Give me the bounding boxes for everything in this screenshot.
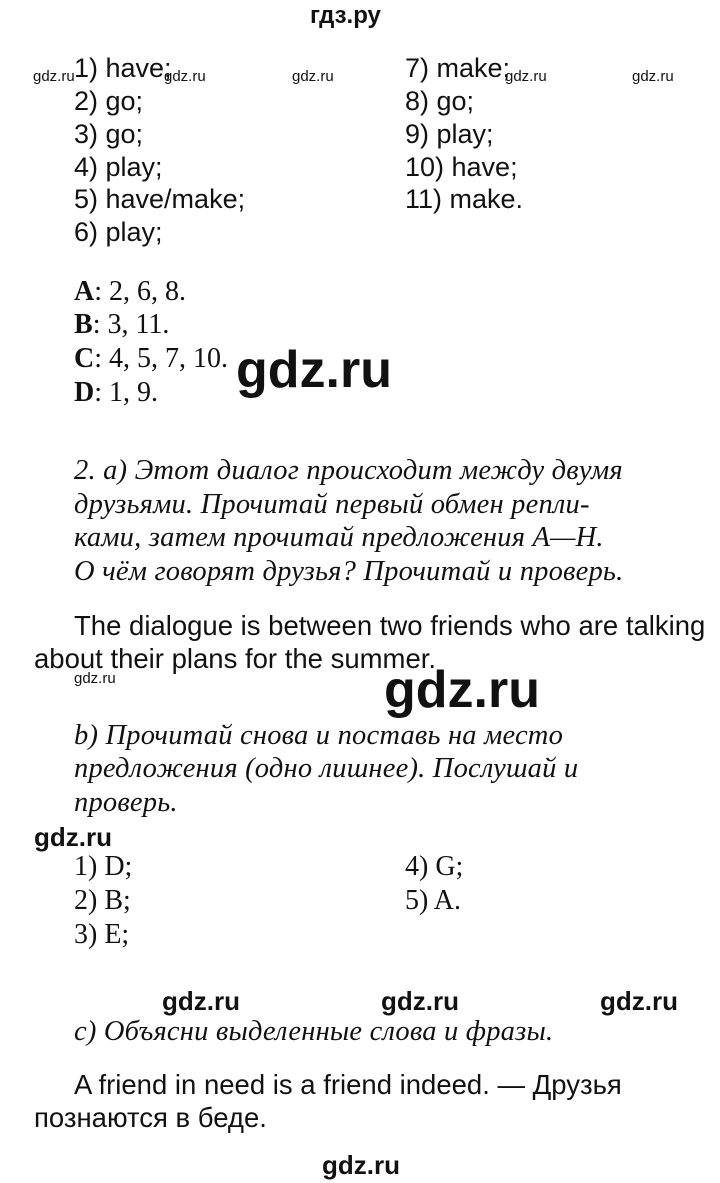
answer-2c-line-1: A friend in need is a friend indeed. — Друзья xyxy=(74,1069,622,1100)
watermark: gdz.ru xyxy=(384,661,540,719)
watermark: gdz.ru xyxy=(162,986,240,1016)
task-2a-line-2: друзьями. Прочитай первый обмен репли- xyxy=(74,489,590,520)
task-2c: c) Объясни выделенные слова и фразы. xyxy=(74,1016,554,1047)
watermark: gdz.ru xyxy=(33,68,75,85)
answer-9: 9) play; xyxy=(405,119,494,149)
watermark: gdz.ru xyxy=(164,68,206,85)
group-letter: D xyxy=(74,377,95,408)
answer-3: 3) go; xyxy=(74,119,144,149)
group-d xyxy=(74,376,158,409)
answer-2a-line-2: about their plans for the summer. xyxy=(34,643,437,674)
watermark: gdz.ru xyxy=(600,986,678,1016)
answer-2b-4: 4) G; xyxy=(405,851,464,882)
answer-2b-1: 1) D; xyxy=(74,851,133,882)
answer-4: 4) play; xyxy=(74,152,163,182)
answer-2b-3: 3) E; xyxy=(74,919,130,950)
answer-2c-line-2: познаются в беде. xyxy=(34,1102,267,1133)
site-header: гдз.ру xyxy=(310,2,381,29)
task-2a-line-1: 2. a) Этот диалог происходит между двумя xyxy=(74,455,623,486)
answer-5: 5) have/make; xyxy=(74,184,246,214)
watermark: gdz.ru xyxy=(632,68,674,85)
group-letter: B xyxy=(74,309,93,340)
watermark: gdz.ru xyxy=(505,68,547,85)
answer-2b-5: 5) A. xyxy=(405,885,461,916)
group-items: : 3, 11. xyxy=(92,309,170,340)
task-2a-line-3: ками, затем прочитай предложения A—H. xyxy=(74,522,604,553)
answer-10: 10) have; xyxy=(405,152,518,182)
answer-2b-2: 2) B; xyxy=(74,885,131,916)
answer-2a-line-1: The dialogue is between two friends who are talking xyxy=(74,610,706,641)
answer-7: 7) make; xyxy=(405,53,511,83)
answer-2: 2) go; xyxy=(74,86,144,116)
group-a xyxy=(74,275,186,308)
watermark: gdz.ru xyxy=(322,1150,400,1180)
group-c xyxy=(74,342,228,375)
answer-1: 1) have; xyxy=(74,53,172,83)
task-2b-line-2: предложения (одно лишнее). Послушай и xyxy=(74,753,579,784)
answer-6: 6) play; xyxy=(74,217,163,247)
group-items: : 1, 9. xyxy=(94,377,159,408)
task-2b-line-3: проверь. xyxy=(74,787,178,818)
watermark: gdz.ru xyxy=(381,986,459,1016)
answer-8: 8) go; xyxy=(405,86,475,116)
watermark: gdz.ru xyxy=(292,68,334,85)
task-2b-line-1: b) Прочитай снова и поставь на место xyxy=(74,720,564,751)
watermark: gdz.ru xyxy=(74,670,116,687)
group-items: : 4, 5, 7, 10. xyxy=(94,343,229,374)
task-2a-line-4: О чём говорят друзья? Прочитай и проверь. xyxy=(74,556,624,587)
group-letter: C xyxy=(74,343,95,374)
group-letter: A xyxy=(74,276,95,307)
group-items: : 2, 6, 8. xyxy=(94,276,187,307)
watermark: gdz.ru xyxy=(34,822,112,852)
group-b xyxy=(74,308,169,341)
answer-11: 11) make. xyxy=(405,184,524,214)
watermark: gdz.ru xyxy=(236,341,392,399)
